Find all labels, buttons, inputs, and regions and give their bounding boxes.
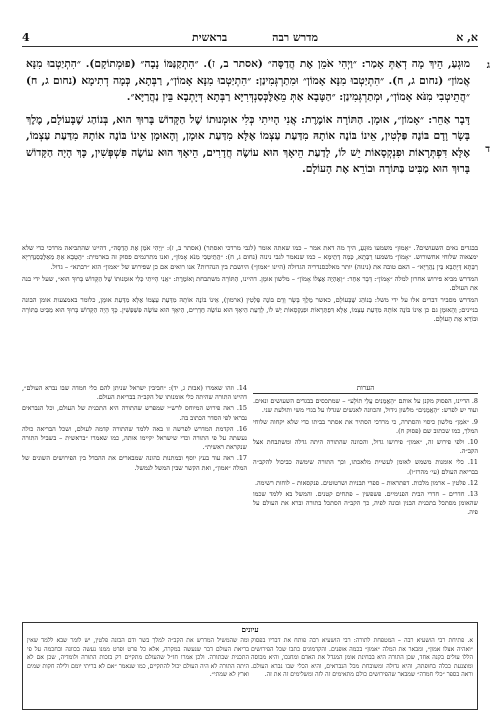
insight-paragraph: א. פתיחת רבי הושעיא רבה – המטפחת לתורה: רבי הושעיא רבה פותח את דבריו בפסוק ״ואהיה אצלו אמון״, ומבאר את המלה ״אמון״ בכמה אופנים. והקדמונים כתבו שכל הפירושים הללו עולים בקנה אחד, שכן התורה היא בבחינת אומן המגדל את האדם ומחנכו, והיא מכוסה ומוצנעת ככלה בחופתה, והיא גדולה ומשובחת מכל הנבראים, והיא הכלי שבו נברא העולם. וראה בספר ״כלי חמדה״ שמבאר שהפירושים כולם מתאימים זה לזה ומשלימים זה את זה.: [251, 637, 473, 679]
section-number: א, א: [456, 31, 478, 44]
insight-paragraph: ומה שהמשיל המדרש את הקב״ה למלך בשר ודם הבונה פלטין, יש לומר שבא ללמד שאין בריאת העולם דבר שנעשה במקרה, אלא כל פרט ופרט ממנו נעשה בכוונה ובחכמה על פי התכנית שבתורה. ולכן אמרו חז״ל שהעולם מתקיים רק בזכות התורה ולומדיה, שכן אם לא היתה התורה לא היה העולם יכול להתקיים, כמו שנאמר ״אם לא בריתי יומם ולילה חקות שמים וארץ לא שמתי״.: [27, 637, 249, 679]
footnotes-title: הערות: [253, 384, 478, 394]
page-number: 4: [22, 31, 30, 44]
footnotes-column-left: [22, 384, 247, 475]
commentary-paragraph: המדרש מסביר דברים אלו על ידי משל: בְּנוֹהַג שֶׁבָּעוֹלָם, כאשר מֶלֶךְ בָּשָׂר וָדָם בּוֹנֶה פַּלְטִין (ארמון), אֵינוֹ בּוֹנֶה אוֹתָהּ מִדַּעַת עַצְמוֹ אֶלָּא מִדַּעַת אוּמָן, כלומר באמצעות אומן הבונה בניינים; וְהָאוּמָן גם כן אֵינוֹ בּוֹנֶה אוֹתָהּ מִדַּעַת עַצְמוֹ, אֶלָּא דִּפְתְּרָאוֹת וּפִנְקְסָאוֹת יֵשׁ לוֹ, לָדַעַת הֵיאָךְ הוּא עוֹשֶׂה חֲדָרִים, הֵיאָךְ הוּא עוֹשֶׂה פִּשְׁפְּשִׁין. כָּךְ הָיָה הַקָּדוֹשׁ בָּרוּךְ הוּא מַבִּיט בַּתּוֹרָה וּבוֹרֵא אֶת הָעוֹלָם.: [22, 296, 478, 324]
commentary-paragraph: המדרש מביא פירוש אחרון למלה ״אָמוֹן״: דָּבָר אַחֵר: ״וָאֶהְיֶה אֶצְלוֹ אָמוֹן״ – מלשון אוּמָן. דהיינו, הַתּוֹרָה משתבחת וְאוֹמֶרֶת: ״אֲנִי הָיִיתִי כְּלִי אוּמְנוּתוֹ שֶׁל הַקָּדוֹשׁ בָּרוּךְ הוּא״, שעל ידי בנה את העולם.: [22, 274, 478, 293]
margin-letter-dalet: ד: [485, 144, 490, 155]
insights-box: [22, 622, 478, 710]
footnote: 15. ראה פירוש המיוחס לרש״י שמפרש שהתורה היא התכנית של העולם, וכל הנבראים נבראו לפי הסדר הכתוב בה.: [22, 404, 247, 422]
series-title: מדרש רבה: [272, 31, 318, 44]
insights-title: עיונים: [241, 625, 259, 634]
footnote: 12. פלטין – ארמון מלכות. דפתראות – ספרי תבניות ושרטוטים. פנקסאות – לוחות רשימה.: [254, 478, 478, 487]
footnote: 11. כלי אומנות משמש לאומן לעשיית מלאכתו, וכך התורה שימשה כביכול להקב״ה בבריאת העולם (עי׳ מהרז״ו).: [253, 458, 478, 476]
midrash-paragraph: דָּבָר אַחֵר: ״אָמוֹן״, אוּמָן. הַתּוֹרָה אוֹמֶרֶת: אֲנִי הָיִיתִי כְּלִי אוּמְנוּתוֹ שֶׁל הַקָּדוֹשׁ בָּרוּךְ הוּא, בְּנוֹהַג שֶׁבָּעוֹלָם, מֶלֶךְ בָּשָׂר וָדָם בּוֹנֶה פַּלְטִין, אֵינוֹ בּוֹנֶה אוֹתָהּ מִדַּעַת עַצְמוֹ אֶלָּא מִדַּעַת אוּמָן, וְהָאוּמָן אֵינוֹ בּוֹנֶה אוֹתָהּ מִדַּעַת עַצְמוֹ, אֶלָּא דִּפְתְּרָאוֹת וּפִנְקְסָאוֹת יֵשׁ לוֹ, לָדַעַת הֵיאָךְ הוּא עוֹשֶׂה חֲדָרִים, הֵיאָךְ הוּא עוֹשֶׂה פִּשְׁפְּשִׁין, כָּךְ הָיָה הַקָּדוֹשׁ בָּרוּךְ הוּא מַבִּיט בַּתּוֹרָה וּבוֹרֵא אֶת הָעוֹלָם.: [26, 113, 470, 175]
footnote: 10. ולפי פירוש זה, ״אמון״ פירושו גדול, והכוונה שהתורה היתה גדלה ומשתבחת אצל הקב״ה.: [253, 438, 478, 456]
insights-column-right: [251, 637, 473, 682]
book-title: בראשית: [192, 31, 228, 44]
footnote: 8. הדיינו, הפסוק מקנן על אותם ״הָאֱמֻנִים עֲלֵי תוֹלָע״ – שמתכסים בבגדים השעושים ונאים. ועוד יש לפרש: ״הָאֱמֻנִים״ מלשון גידול, והכוונה לאנשים שגדלו על בגדי משי ותולעת שני.: [253, 397, 478, 415]
footnote: 16. הקדמת המדרש לפרשה זו באה ללמד שהתורה קדמה לעולם, ושכל הבריאה כולה נעשתה על פי התורה וכדי שישראל יקיימו אותה, כמו שאמרו ״בראשית – בשביל התורה שנקראת ראשית״.: [22, 424, 247, 452]
footnotes-section: [22, 384, 478, 616]
commentary-paragraph: בבגדים נאים השעושים?. ״אֵמוּן״ משמעו מוּגְעַ, היך מה דאת אמר – כמו שאתה אומר (לגבי מרדכי ואסתר) (אסתר ב, ז): ״וַיְהִי אֹמֵן אֶת הֲדַסָּה״, דהיינו שהתביאה מרדכי כדי שלא ימצאוה שלוחי אחשורוש. ״אָמוֹן״ משמעו רַבְּתָא, כְּמָה דְתֵימָא – כמו שנאמר לגבי נינוה (נחום ג, ח): ״הֲתֵיטְבִי מִנֹּא אָמוֹן״, ואנו מתרגמים פסוק זה בארמית: ״הֲטָבָא אַתְּ מֵאַלֶּכְּסַנְדְּרִיָּא רַבְּתָא דְּיָתְבָא בֵּין נַהֲרַיָּא״ – האם טובה את (נינוה) יותר מאלכסנדריה הגדולה (היינו ״אמון״) היושבת בין הנהרות? אנו רואים אם כן שפירוש של ״אמון״ הוא ״רבתא״ – גדול.: [22, 244, 478, 271]
margin-letter-gimel: ג: [486, 60, 490, 71]
footnote: 13. חדרים – חדרי הבית הפנימיים. פשפשין – פתחים קטנים. והמשל בא ללמד שכמו שהאומן מסתכל בתכנית הבנין ובונה לפיה, כך הקב״ה הסתכל בתורה וברא את העולם על פיה.: [253, 490, 478, 517]
midrash-main-text: [26, 56, 470, 184]
footnotes-column-right: [253, 384, 478, 520]
page-header: [22, 30, 478, 47]
commentary-section: [22, 244, 478, 327]
footnote: 14. וזהו שאמרו (אבות ג, יד): ״חביבין ישראל שניתן להם כלי חמדה שבו נברא העולם״, דהיינו התורה שהיתה כלי אומנותו של הקב״ה בבריאת העולם.: [22, 384, 247, 402]
footnote: 17. ראה עוד בעץ יוסף ובמתנות כהונה שמבארים את ההבדל בין הפירושים השונים של המלה ״אמון״, ואת הקשר שבין המשל לנמשל.: [22, 454, 247, 472]
footnote: 9. ״אֹמֵן״ מלשון כיסוי והסתרה, כי מרדכי הסתיר את אסתר בביתו כדי שלא יקחוה שלוחי המלך, כמו שכתוב שם (פסוק ח).: [253, 417, 478, 435]
midrash-paragraph: מוּגְעַ, הֵיךְ מָה דְאַתְּ אָמַר: ״וַיְהִי אֹמֵן אֶת הֲדַסָּה״ (אסתר ב, ז). ״הִתְקַנַּמּוֹ נָבָה״ (פוּמְתוֹקָם). ״הִתְיַטְבוּ מִנָּא אֲמוֹן״ (נחום ג, ח). ״הִתְיַטְבוּ מִנָּא אָמוֹן״ וּמִתַרְגְּמִינַן: ״הִתְיַטְבוּ מִנָּא אָמוֹן״, רַבְּתָא, כְּמָה דְתִימָא (נחום ג, ח) ״הֲתֵיטְבִי מִנֹּא אָמוֹן״, וּמְתַרְגְּמִינַן: ״הַטָּבָא אַתְּ מֵאַלֶּכְּסַנְדְּרִיָּא רַבְּתָא דְּיָתְבָא בֵּין נַהֲרַיָּא״.: [26, 58, 470, 103]
insights-column-left: [27, 637, 249, 682]
